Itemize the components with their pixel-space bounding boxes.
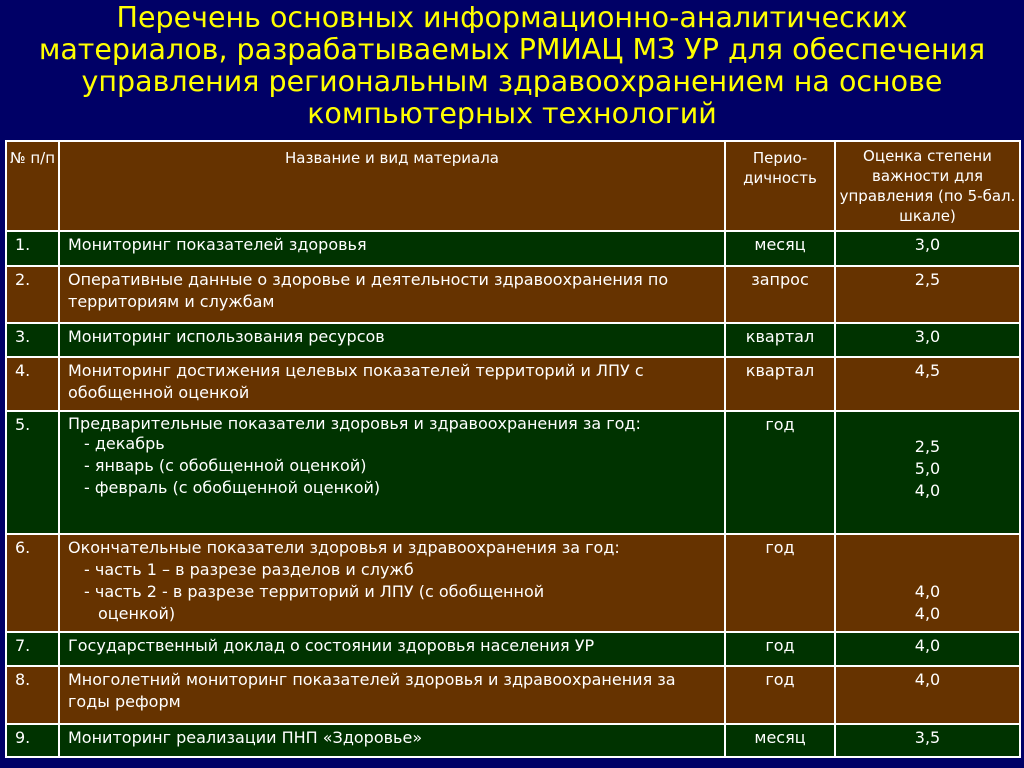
table-row [6,666,1020,724]
row-period: квартал [725,357,835,411]
row-num: 8. [6,666,59,724]
table-row [6,632,1020,666]
row-subitem: - часть 1 – в разрезе разделов и служб [84,560,414,579]
row-name: Мониторинг достижения целевых показателей территорий и ЛПУ с обобщенной оценкой [59,357,725,411]
row-subscore: 4,0 [914,604,941,623]
table-row [6,411,1020,534]
row-subscore: 4,0 [914,582,941,601]
row-score: 4,0 [835,666,1020,724]
table-row [6,724,1020,757]
title-line-1: Перечень основных информационно-аналитических [116,1,908,34]
row-num: 2. [6,266,59,323]
row-period: месяц [725,724,835,757]
row-period: год [725,632,835,666]
table-row [6,266,1020,323]
row-subscore: 2,5 [914,437,941,456]
row-name-main: Предварительные показатели здоровья и здравоохранения за год: [68,414,641,433]
row-name: Многолетний мониторинг показателей здоровья и здравоохранения за годы реформ [59,666,725,724]
title-line-2: материалов, разрабатываемых РМИАЦ МЗ УР для обеспечения [38,33,986,66]
row-num: 3. [6,323,59,357]
header-name: Название и вид материала [59,141,725,231]
row-name [59,411,725,534]
header-num: № п/п [6,141,59,231]
row-num: 6. [6,534,59,632]
row-name-main: Окончательные показатели здоровья и здравоохранения за год: [68,538,620,557]
row-score [835,411,1020,534]
row-score: 4,5 [835,357,1020,411]
row-score: 2,5 [835,266,1020,323]
row-num: 7. [6,632,59,666]
row-subscore: 4,0 [914,481,941,500]
row-num: 9. [6,724,59,757]
row-name: Мониторинг использования ресурсов [59,323,725,357]
row-period: год [725,666,835,724]
row-subitem: - февраль (с обобщенной оценкой) [84,478,381,497]
title-line-4: компьютерных технологий [307,97,717,130]
row-score: 3,0 [835,323,1020,357]
row-score: 3,5 [835,724,1020,757]
row-subitem: - январь (с обобщенной оценкой) [84,456,367,475]
slide-title [0,2,1024,130]
row-name: Мониторинг показателей здоровья [59,231,725,266]
row-num: 1. [6,231,59,266]
table-row [6,534,1020,632]
row-name: Оперативные данные о здоровье и деятельности здравоохранения по территориям и службам [59,266,725,323]
row-name: Государственный доклад о состоянии здоровья населения УР [59,632,725,666]
row-name [59,534,725,632]
row-score: 4,0 [835,632,1020,666]
row-subscore: 5,0 [914,459,941,478]
table-header-row [6,141,1020,231]
header-period: Перио-дичность [725,141,835,231]
row-subitem: - декабрь [84,434,165,453]
table-row [6,323,1020,357]
row-score [835,534,1020,632]
row-subitem: - часть 2 - в разрезе территорий и ЛПУ (с обобщенной [84,582,545,601]
header-score: Оценка степени важности для управления (по 5-бал. шкале) [835,141,1020,231]
row-period: месяц [725,231,835,266]
row-period: год [725,534,835,632]
table-row [6,357,1020,411]
table-row [6,231,1020,266]
row-num: 5. [6,411,59,534]
row-period: год [725,411,835,534]
row-name: Мониторинг реализации ПНП «Здоровье» [59,724,725,757]
row-period: запрос [725,266,835,323]
row-subitem: оценкой) [98,604,176,623]
title-line-3: управления региональным здравоохранением на основе [81,65,943,98]
row-num: 4. [6,357,59,411]
row-score: 3,0 [835,231,1020,266]
row-period: квартал [725,323,835,357]
materials-table [5,140,1021,758]
